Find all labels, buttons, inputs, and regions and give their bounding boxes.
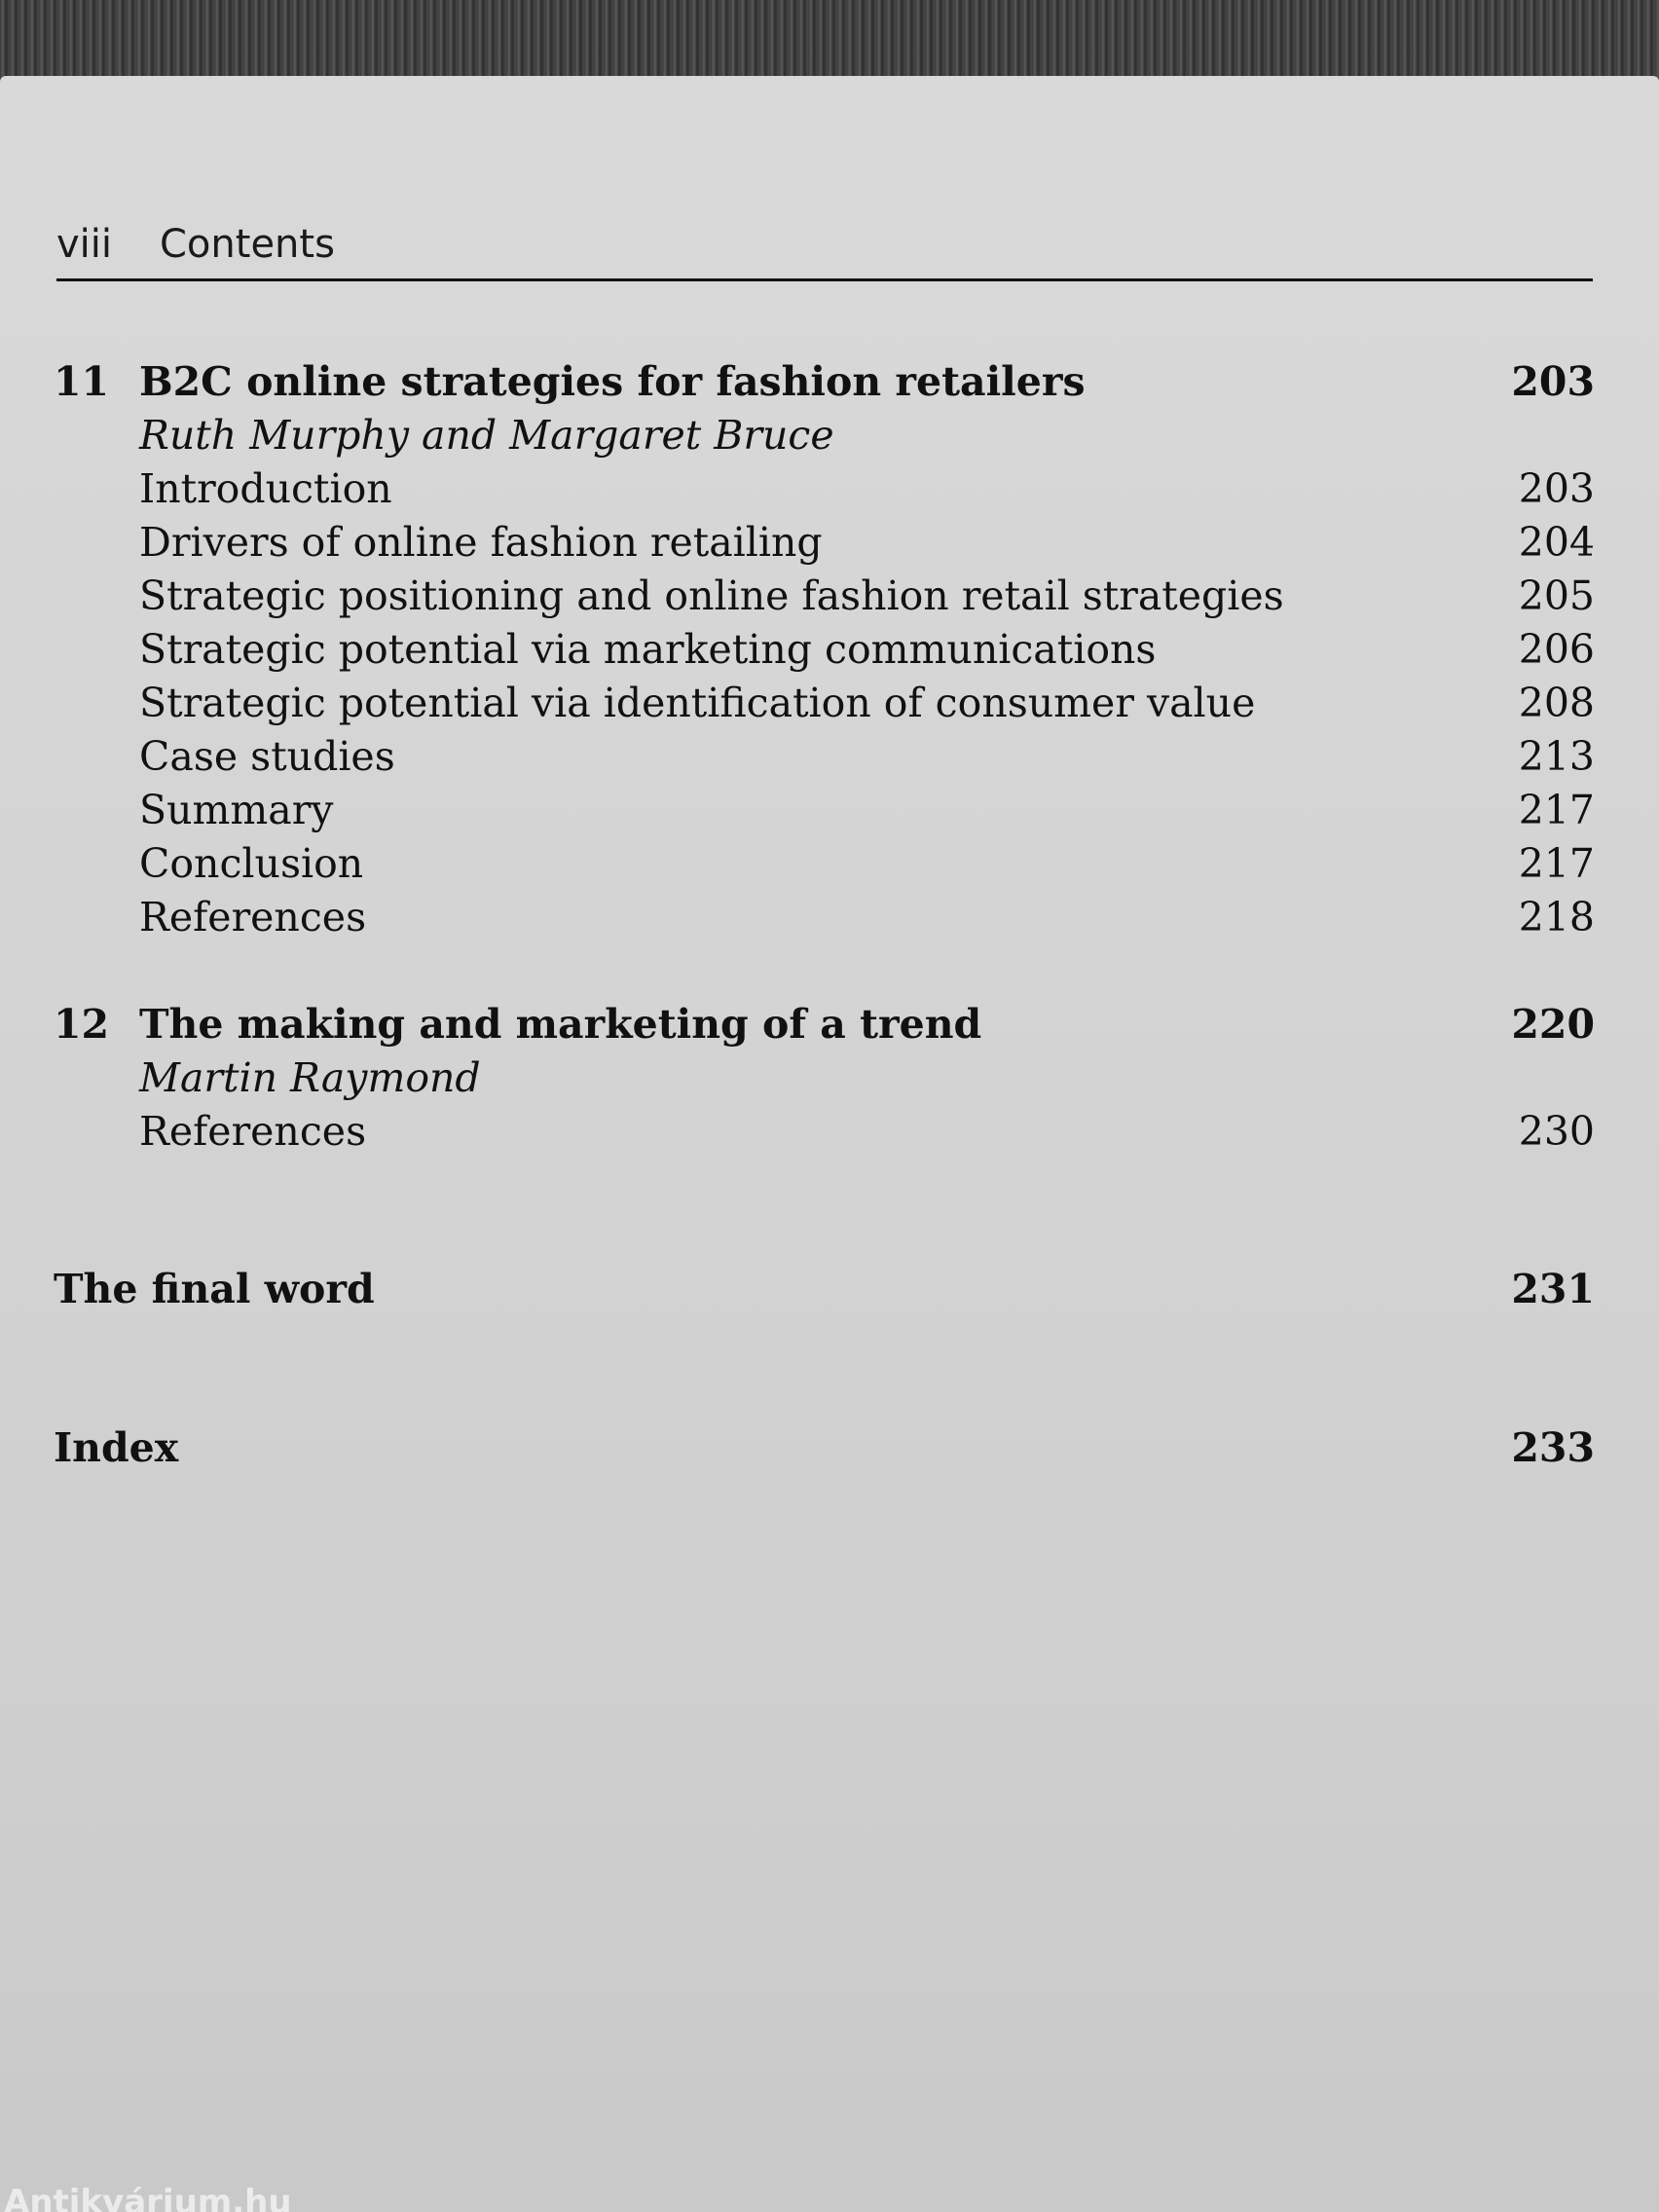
page-folio: viii <box>56 222 113 267</box>
page-number: 208 <box>1518 680 1595 726</box>
running-head <box>56 222 335 267</box>
page-number: 218 <box>1518 894 1595 940</box>
section-title: Case studies <box>139 733 395 780</box>
page-number: 230 <box>1518 1108 1595 1155</box>
running-head-title: Contents <box>160 222 335 267</box>
chapter-title: B2C online strategies for fashion retailers <box>139 358 1086 405</box>
chapter-authors: Ruth Murphy and Margaret Bruce <box>139 412 834 459</box>
section-title: References <box>139 1108 367 1155</box>
page-number: 206 <box>1518 626 1595 673</box>
section-title: Strategic potential via identification of consumer value <box>139 680 1256 726</box>
page-number: 213 <box>1518 733 1595 780</box>
section-title: Conclusion <box>139 840 364 887</box>
chapter-authors: Martin Raymond <box>139 1054 481 1101</box>
page-number: 217 <box>1518 787 1595 833</box>
page-number: 220 <box>1511 1001 1595 1048</box>
header-rule <box>56 278 1593 281</box>
part-title: The final word <box>54 1266 375 1312</box>
page-number: 217 <box>1518 840 1595 887</box>
page-number: 233 <box>1511 1424 1595 1471</box>
chapter-title: The making and marketing of a trend <box>139 1001 982 1048</box>
section-title: Drivers of online fashion retailing <box>139 519 823 566</box>
section-title: Summary <box>139 787 334 833</box>
page-number: 231 <box>1511 1266 1595 1312</box>
page-number: 205 <box>1518 572 1595 619</box>
chapter-number: 11 <box>54 358 110 405</box>
part-title: Index <box>54 1424 179 1471</box>
page-number: 203 <box>1518 465 1595 512</box>
section-title: Strategic potential via marketing communications <box>139 626 1157 673</box>
section-title: References <box>139 894 367 940</box>
page-number: 204 <box>1518 519 1595 566</box>
section-title: Introduction <box>139 465 392 512</box>
section-title: Strategic positioning and online fashion retail strategies <box>139 572 1284 619</box>
chapter-number: 12 <box>54 1001 110 1048</box>
page-number: 203 <box>1511 358 1595 405</box>
watermark-logo: Antikvárium.hu <box>4 2183 292 2212</box>
